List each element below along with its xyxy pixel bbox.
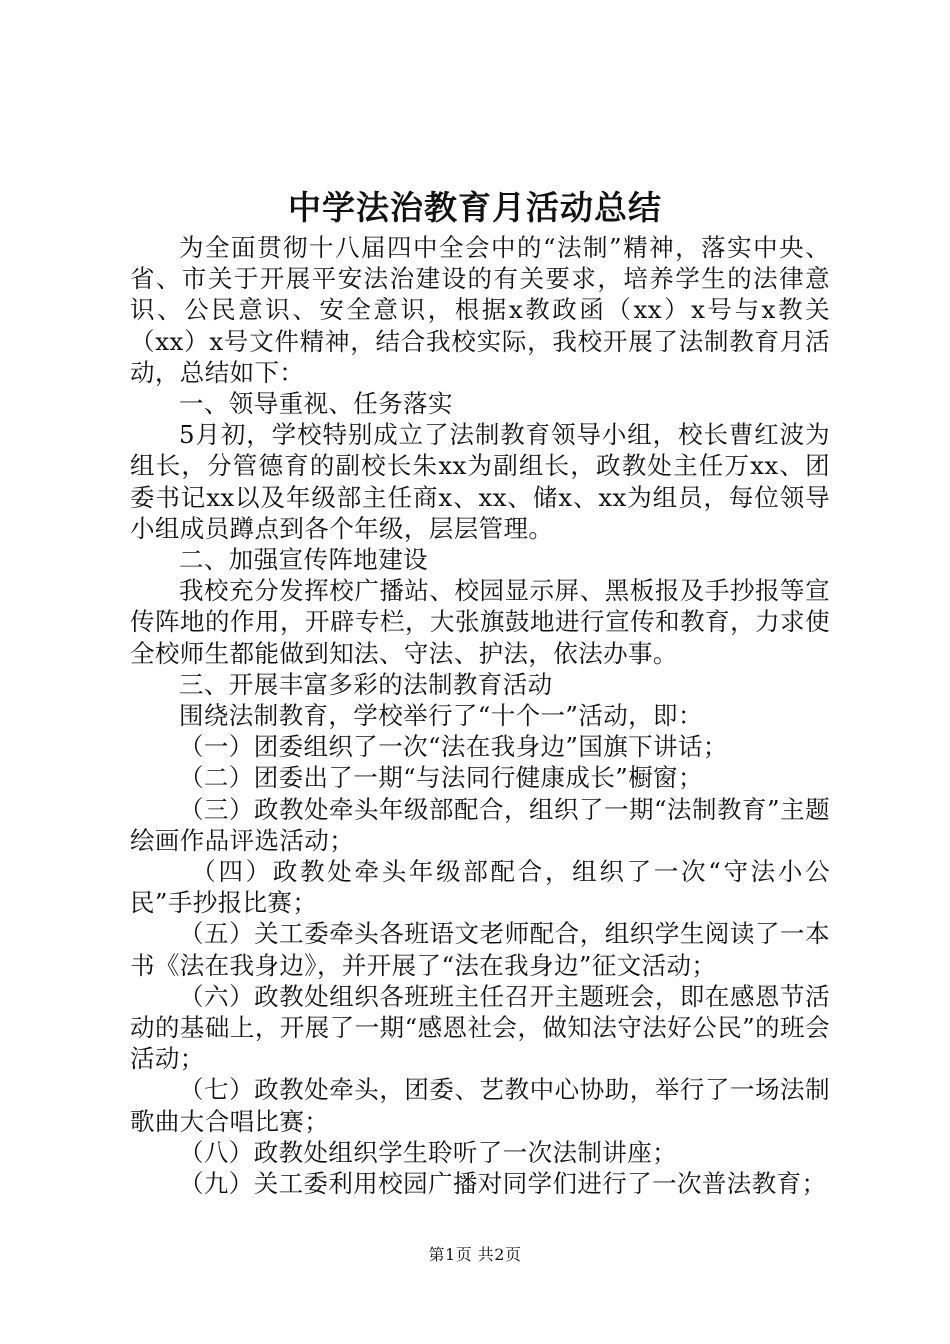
paragraph-intro: 为全面贯彻十八届四中全会中的“法制”精神，落实中央、省、市关于开展平安法治建设的有关要求，培养学生的法律意识、公民意识、安全意识，根据x教政函（xx）x号与x教关（xx）x号文件精神，结合我校实际，我校开展了法制教育月活动，总结如下： [130,233,830,387]
paragraph-leadership: 5月初，学校特别成立了法制教育领导小组，校长曹红波为组长，分管德育的副校长朱xx为副组长，政教处主任万xx、团委书记xx以及年级部主任商x、xx、储x、xx为组员，每位领导小组成员蹲点到各个年级，层层管理。 [130,420,830,543]
document-body [130,232,830,1199]
list-item-4: （四）政教处牵头年级部配合，组织了一次“守法小公民”手抄报比赛； [130,857,830,918]
document-title: 中学法治教育月活动总结 [288,188,662,227]
list-item-3: （三）政教处牵头年级部配合，组织了一期“法制教育”主题绘画作品评选活动； [130,794,830,855]
section-heading-1: 一、领导重视、任务落实 [179,389,453,419]
section-heading-3: 三、开展丰富多彩的法制教育活动 [179,669,553,699]
list-item-2: （二）团委出了一期“与法同行健康成长”橱窗； [179,763,703,793]
paragraph-publicity: 我校充分发挥校广播站、校园显示屏、黑板报及手抄报等宣传阵地的作用，开辟专栏，大张旗鼓地进行宣传和教育，力求使全校师生都能做到知法、守法、护法，依法办事。 [130,576,830,668]
section-heading-2: 二、加强宣传阵地建设 [179,545,428,575]
list-item-5: （五）关工委牵头各班语文老师配合，组织学生阅读了一本书《法在我身边》，并开展了“法在我身边”征文活动； [130,919,830,980]
list-item-7: （七）政教处牵头，团委、艺教中心协助，举行了一场法制歌曲大合唱比赛； [130,1075,830,1136]
list-item-6: （六）政教处组织各班班主任召开主题班会，即在感恩节活动的基础上，开展了一期“感恩社会，做知法守法好公民”的班会活动； [130,981,830,1074]
list-item-8: （八）政教处组织学生聆听了一次法制讲座； [179,1137,677,1167]
paragraph-activities-intro: 围绕法制教育，学校举行了“十个一”活动，即： [179,701,703,731]
list-item-1: （一）团委组织了一次“法在我身边”国旗下讲话； [179,732,728,762]
page-footer: 第1页 共2页 [428,1245,522,1264]
list-item-9: （九）关工委利用校园广播对同学们进行了一次普法教育； [179,1169,827,1199]
